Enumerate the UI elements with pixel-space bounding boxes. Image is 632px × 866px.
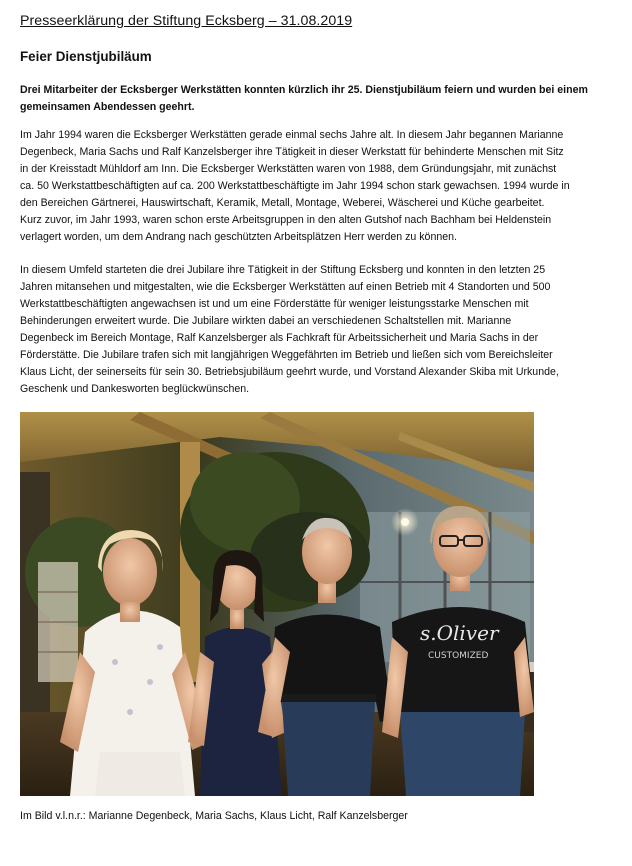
group-photo (20, 412, 534, 796)
shirt-subtext: CUSTOMIZED (428, 651, 489, 661)
paragraph-line: Werkstattbeschäftigten angewachsen ist und um eine Förderstätte für weniger leistungsstarke Menschen mit (20, 298, 529, 310)
lead-line: Drei Mitarbeiter der Ecksberger Werkstätten konnten kürzlich ihr 25. Dienstjubiläum feiern und wurden bei einem (20, 84, 588, 96)
article-title: Feier Dienstjubiläum (20, 49, 152, 64)
paragraph-line: In diesem Umfeld starteten die drei Jubilare ihre Tätigkeit in der Stiftung Ecksberg und konnten in den letzten 25 (20, 264, 546, 276)
paragraph-line: in der Kreisstadt Mühldorf am Inn. Die Ecksberger Werkstätten waren von 1988, dem Gründungsjahr, mit zunächst (20, 163, 557, 175)
paragraph-line: Geschenk und Dankesworten beglückwünschen. (20, 383, 250, 395)
lead-paragraph (20, 82, 616, 116)
paragraph-line: Kurz zuvor, im Jahr 1993, waren schon erste Arbeitsgruppen in den alten Gutshof nach Bachham bei Heldenstein (20, 214, 552, 226)
paragraph-line: Degenbeck im Bereich Montage, Ralf Kanzelsberger als Fachkraft für Arbeitssicherheit und Maria Sachs in der (20, 332, 539, 344)
lead-line: gemeinsamen Abendessen geehrt. (20, 101, 195, 113)
photo-caption: Im Bild v.l.n.r.: Marianne Degenbeck, Maria Sachs, Klaus Licht, Ralf Kanzelsberger (20, 810, 408, 822)
paragraph-line: Behinderungen erweitert wurde. Die Jubilare wirkten dabei an verschiedenen Schaltstellen mit. Marianne (20, 315, 512, 327)
body-paragraph-1 (20, 127, 616, 246)
press-release-headline: Presseerklärung der Stiftung Ecksberg – 31.08.2019 (20, 13, 353, 29)
paragraph-line: Im Jahr 1994 waren die Ecksberger Werkstätten gerade einmal sechs Jahre alt. In diesem Jahr begannen Marianne (20, 129, 564, 141)
body-paragraph-2 (20, 262, 616, 398)
paragraph-line: den Bereichen Gärtnerei, Hauswirtschaft, Keramik, Metall, Montage, Weberei, Wäscherei und Küche gearbeitet. (20, 197, 545, 209)
paragraph-line: verlagert worden, um dem Andrang nach geschützten Arbeitsplätzen Herr werden zu können. (20, 231, 457, 243)
paragraph-line: Förderstätte. Die Jubilare trafen sich mit langjährigen Weggefährten im Betrieb und ließen sich vom Bereichsleiter (20, 349, 553, 361)
group-photo-illustration (20, 412, 534, 796)
paragraph-line: Degenbeck, Maria Sachs und Ralf Kanzelsberger ihre Tätigkeit in dieser Werkstatt für behinderte Menschen mit Sitz (20, 146, 564, 158)
shirt-brand-text: s.Oliver (420, 621, 499, 645)
paragraph-line: Klaus Licht, der seinerseits für sein 30. Betriebsjubiläum geehrt wurde, und Vorstand Alexander Skiba mit Urkunde, (20, 366, 559, 378)
paragraph-line: ca. 50 Werkstattbeschäftigten auf ca. 200 Werkstattbeschäftigte im Jahr 1994 schon stark gewachsen. 1994 wurde in (20, 180, 570, 192)
paragraph-line: Jahren mitansehen und mitgestalten, wie die Ecksberger Werkstätten auf einen Betrieb mit 4 Standorten und 500 (20, 281, 551, 293)
